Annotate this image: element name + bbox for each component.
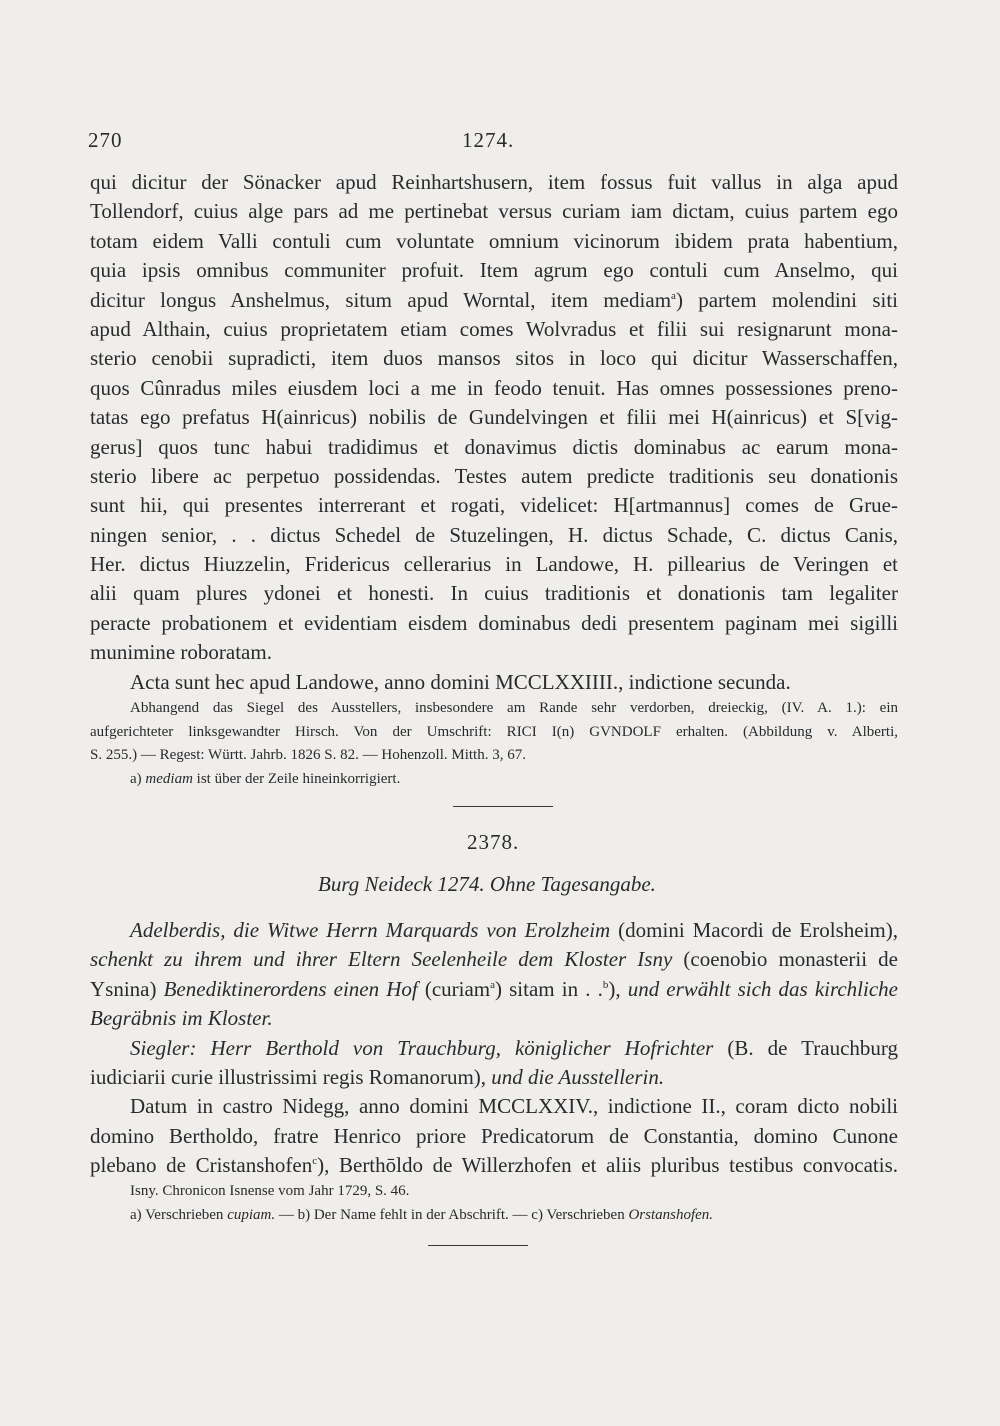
note-line: S. 255.) — Regest: Württ. Jahrb. 1826 S. 82. — Hohenzoll. Mitth. 3, 67.: [90, 747, 526, 763]
source-and-footnotes: [90, 1180, 898, 1227]
regest-latin: ), Berthōldo de Willerzhofen et aliis pluribus testibus convocatis.: [317, 1153, 898, 1178]
footnote-marker-a: a: [490, 978, 496, 991]
document-regest: [90, 916, 898, 1181]
regest-latin: ),: [608, 976, 628, 1001]
text-line: quos Cûnradus miles eiusdem loci a me in feodo tenuit. Has omnes possessiones preno-: [90, 375, 898, 400]
text-line: gerus] quos tunc habui tradidimus et donavimus dictis dominabus ac earum mona-: [90, 434, 898, 459]
text-line: alii quam plures ydonei et honesti. In cuius traditionis et donationis tam legaliter: [90, 581, 898, 606]
text-line: munimine roboratam.: [90, 640, 272, 665]
dating-line: Datum in castro Nidegg, anno domini MCCLXXIV., indictione II., coram dicto nobili: [130, 1094, 898, 1119]
footnote-word: cupiam.: [227, 1206, 276, 1223]
dating-line: domino Bertholdo, fratre Henrico priore Predicatorum de Constantia, domino Cunone: [90, 1123, 898, 1148]
text-line: apud Althain, cuius proprietatem etiam comes Wolvradus et filii sui resignarunt mona-: [90, 316, 898, 341]
note-line: Abhangend das Siegel des Ausstellers, insbesondere am Rande sehr verdorben, dreieckig, (IV. A. 1.): ein: [130, 700, 898, 716]
regest-latin: iudiciarii curie illustrissimi regis Romanorum),: [90, 1064, 492, 1089]
dating-clause: Acta sunt hec apud Landowe, anno domini MCCLXXIIII., indictione secunda.: [130, 669, 791, 694]
source-line: Isny. Chronicon Isnense vom Jahr 1729, S. 46.: [130, 1183, 410, 1199]
regest-latin: (domini Macordi de Erolsheim),: [610, 918, 898, 942]
regest-italic: schenkt zu ihrem und ihrer Eltern Seelenheile dem Kloster Isny: [90, 947, 673, 972]
regest-italic: Siegler: Herr Berthold von Trauchburg, königlicher Hofrichter: [130, 1035, 714, 1060]
section-divider: [428, 1245, 528, 1246]
regest-italic: Adelberdis, die Witwe Herrn Marquards von Erolzheim: [130, 918, 611, 942]
document-place-date: Burg Neideck 1274. Ohne Tagesangabe.: [318, 872, 656, 896]
text-line: [90, 286, 898, 315]
text-line: peracte probationem et evidentiam eisdem dominabus dedi presentem paginam mei sigilli: [90, 610, 898, 635]
footnote-text: ist über der Zeile hineinkorrigiert.: [196, 770, 401, 787]
regest-latin: Ysnina): [90, 976, 164, 1001]
section-divider: [453, 806, 553, 807]
footnote-word: Orstanshofen.: [628, 1206, 714, 1223]
text-line: Her. dictus Hiuzzelin, Fridericus cellerarius in Landowe, H. pillearius de Veringen et: [90, 552, 898, 577]
regest-line: [90, 1034, 898, 1063]
running-head-year: 1274.: [462, 128, 515, 152]
regest-latin: (B. de Trauchburg: [713, 1035, 899, 1060]
regest-italic: Begräbnis im Kloster.: [90, 1006, 273, 1031]
regest-line: [90, 975, 898, 1004]
regest-latin: ) sitam in . .: [495, 976, 603, 1001]
charter-text-continued: [90, 168, 898, 697]
text-line: qui dicitur der Sönacker apud Reinhartshusern, item fossus fuit vallus in alga apud: [90, 170, 898, 194]
document-number: 2378.: [467, 830, 520, 854]
note-line: aufgerichteter linksgewandter Hirsch. Von der Umschrift: RICI I(n) GVNDOLF erhalten. (Abbildung v. Alberti,: [90, 723, 898, 740]
footnote-marker-c: c: [312, 1155, 318, 1168]
regest-italic: Benediktinerordens einen Hof: [163, 976, 418, 1001]
text-line: sterio cenobii supradicti, item duos mansos sitos in loco qui dicitur Wasserschaffen,: [90, 346, 898, 371]
regest-latin: (curiam: [417, 976, 491, 1001]
regest-line: [90, 916, 898, 945]
dating-line: [90, 1151, 898, 1180]
page-number: 270: [88, 128, 123, 152]
text-line: sunt hii, qui presentes interrerant et rogati, videlicet: H[artmannus] comes de Grue-: [90, 493, 898, 518]
text-line: ningen senior, . . dictus Schedel de Stuzelingen, H. dictus Schade, C. dictus Canis,: [90, 522, 898, 547]
footnote-marker-b: b: [602, 978, 609, 991]
text-line: totam eidem Valli contuli cum voluntate omnium vicinorum ibidem prata habentium,: [90, 228, 898, 253]
seal-description-notes: [90, 697, 898, 791]
text-fragment: dicitur longus Anshelmus, situm apud Worntal, item mediam: [90, 287, 672, 312]
footnote-marker-a: a: [671, 289, 676, 302]
footnote-word: mediam: [145, 770, 193, 787]
regest-italic: und erwählt sich das kirchliche: [627, 976, 898, 1001]
text-line: Tollendorf, cuius alge pars ad me pertinebat versus curiam iam dictam, cuius partem ego: [90, 199, 898, 224]
footnote-text: a) Verschrieben: [130, 1206, 228, 1223]
footnotes-line: [90, 1204, 898, 1228]
footnote-a: [90, 768, 898, 792]
regest-line: [90, 1063, 898, 1092]
regest-latin: (coenobio monasterii de: [672, 947, 898, 972]
text-line: quia ipsis omnibus communiter profuit. Item agrum ego contuli cum Anselmo, qui: [90, 258, 898, 283]
regest-line: [90, 1004, 898, 1033]
regest-italic: und die Ausstellerin.: [491, 1064, 665, 1089]
footnote-text: — b) Der Name fehlt in der Abschrift. — c) Verschrieben: [275, 1206, 629, 1223]
regest-latin: plebano de Cristanshofen: [90, 1153, 313, 1178]
text-line: sterio libere ac perpetuo possidendas. Testes autem predicte traditionis seu donationis: [90, 463, 898, 488]
footnote-label: a): [130, 770, 142, 787]
regest-line: [90, 945, 898, 974]
text-line: tatas ego prefatus H(ainricus) nobilis de Gundelvingen et filii mei H(ainricus) et S[vig-: [90, 405, 898, 430]
text-fragment: ) partem molendini siti: [675, 287, 898, 312]
